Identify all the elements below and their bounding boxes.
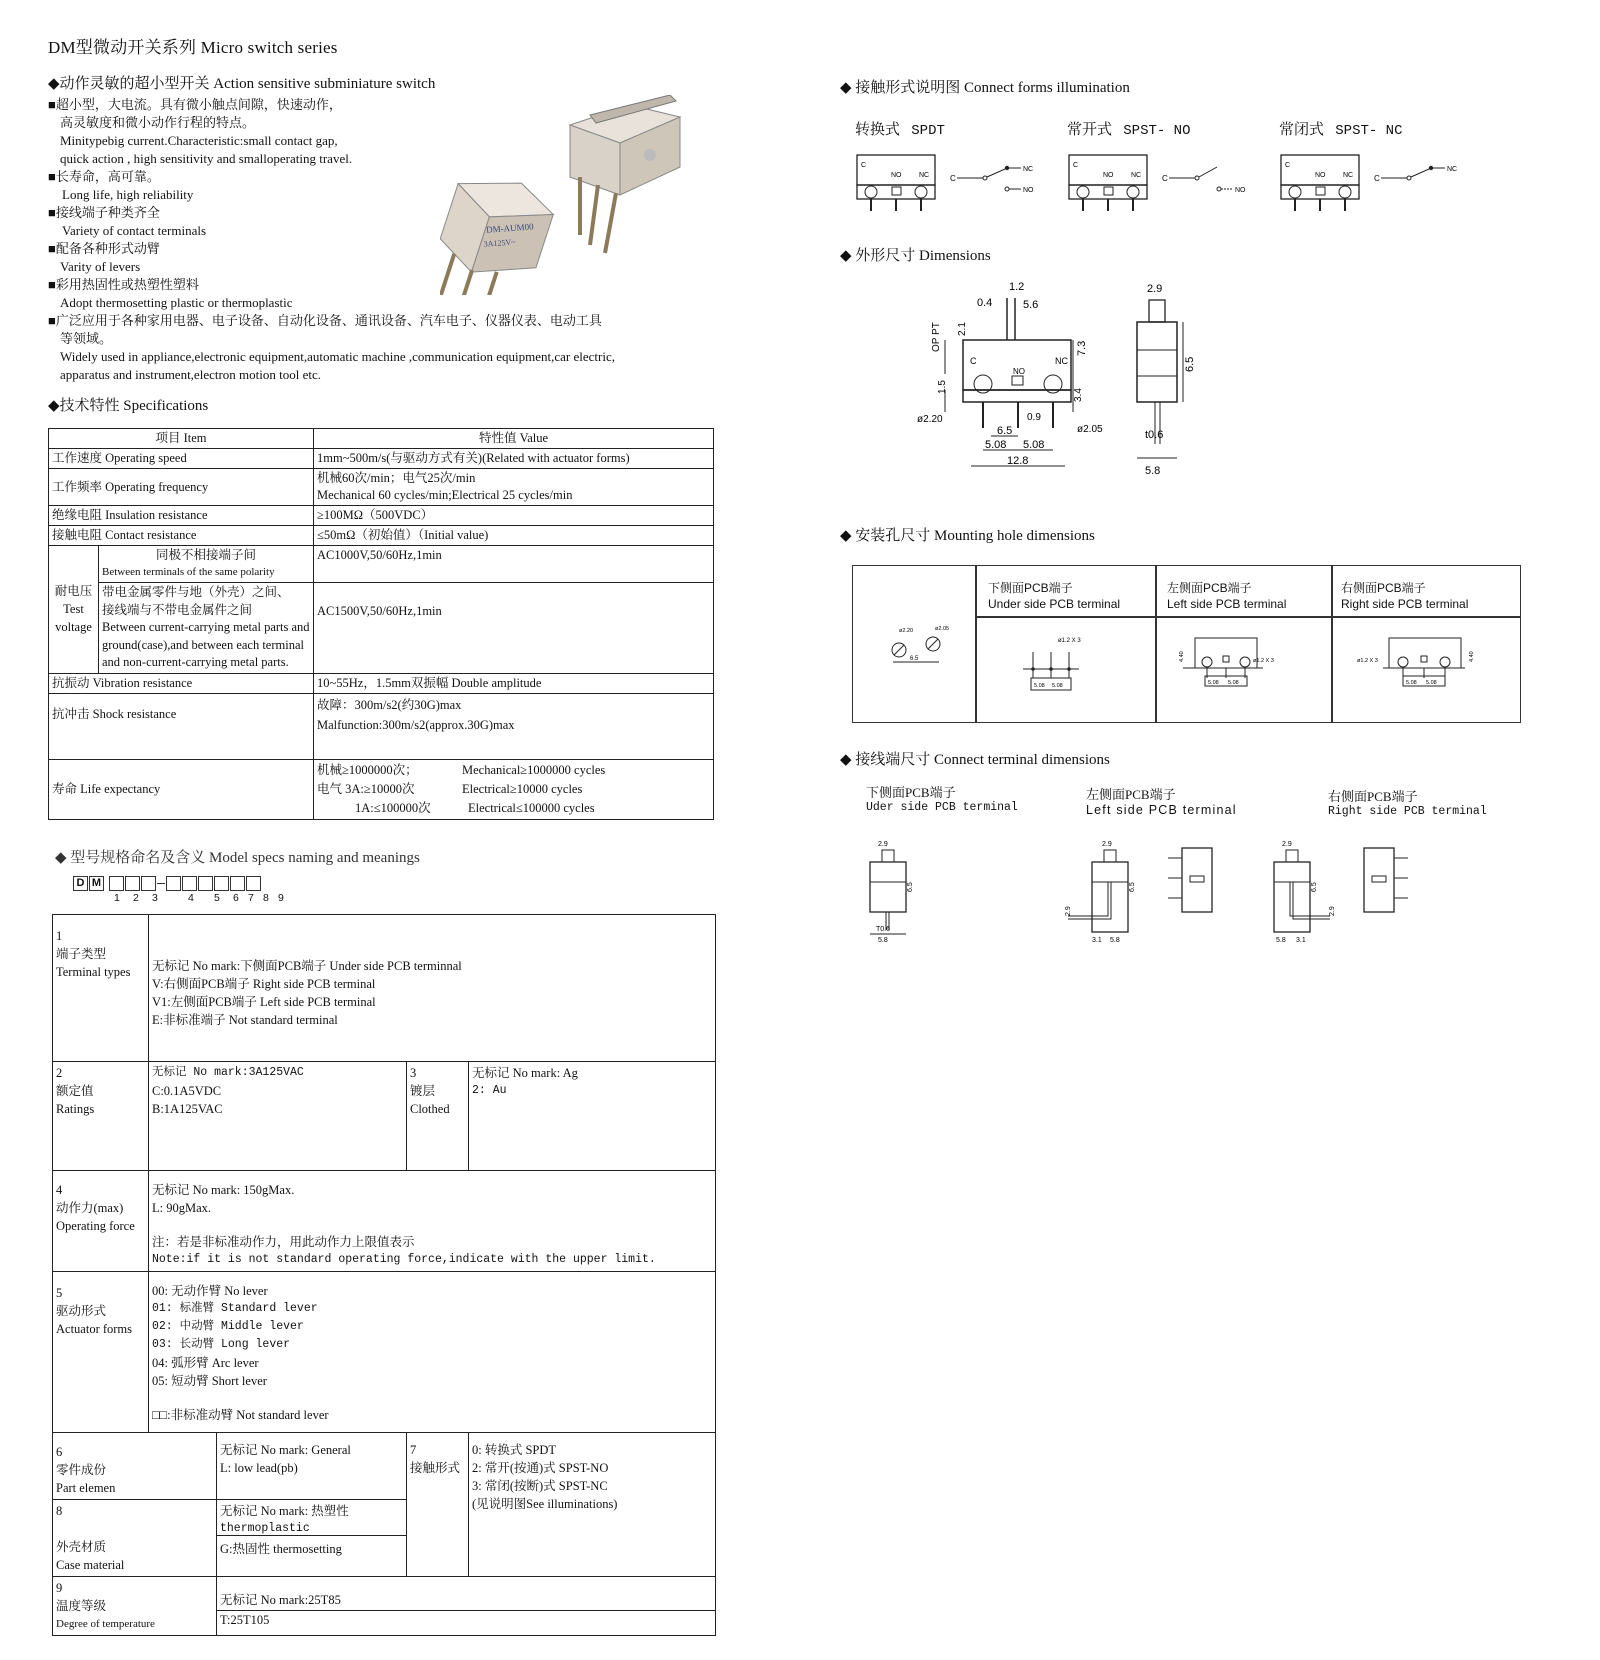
table-row — [53, 1171, 716, 1272]
dim-value: 7.3 — [1076, 340, 1088, 356]
row-label-zh: 额定值 — [56, 1084, 94, 1098]
mount-label: ø2.20 — [899, 628, 914, 634]
series-title: DM型微动开关系列 Micro switch series — [48, 38, 338, 57]
spst-no-diagram — [1069, 155, 1246, 211]
row-value: 无标记 No mark: 150gMax. — [152, 1183, 295, 1197]
row-value: L: 90gMax. — [152, 1201, 212, 1215]
dim-side-label: OP PT — [931, 322, 942, 352]
spec-subitem: 接线端与不带电金属件之间 — [102, 602, 253, 617]
test-voltage-en: Test — [63, 602, 84, 617]
spec-value: 机械60次/min；电气25次/min — [317, 471, 476, 485]
spec-item: 工作频率 Operating frequency — [49, 469, 314, 506]
row-label-zh: 温度等级 — [56, 1599, 107, 1613]
spec-value: AC1500V,50/60Hz,1min — [314, 583, 714, 674]
row-value: 03: 长动臂 Long lever — [152, 1338, 291, 1351]
row-value: 无标记 No mark:下侧面PCB端子 Under side PCB terminnal — [152, 959, 462, 973]
row-value: V:右侧面PCB端子 Right side PCB terminal — [152, 977, 376, 991]
row-number: 2 — [56, 1066, 63, 1080]
terminal-col-left: 左侧面PCB端子 Left side PCB terminal — [1086, 787, 1237, 817]
sch-no: NO — [1235, 187, 1246, 194]
spec-value: ≤50mΩ（初始值）（Initial value) — [314, 526, 714, 546]
terminal-col-right: 右侧面PCB端子 Right side PCB terminal — [1328, 789, 1487, 818]
code-number: 3 — [152, 892, 158, 904]
mount-label: ø1.2 X 3 — [1357, 658, 1378, 664]
spec-item: 抗冲击 Shock resistance — [49, 693, 314, 759]
connect-forms — [855, 118, 1495, 222]
life-e2-en: Electrical≤100000 cycles — [468, 800, 595, 815]
mount-label: 5.08 — [1052, 683, 1063, 689]
sch-nc: NC — [1447, 166, 1458, 173]
feature-en: apparatus and instrument,electron motion tool etc. — [60, 367, 322, 382]
form-title-spdt: 转换式 SPDT — [855, 122, 945, 139]
table-row — [53, 1272, 716, 1433]
feature-en: Varity of levers — [60, 259, 141, 274]
test-voltage-en: voltage — [55, 620, 92, 635]
table-row — [49, 506, 714, 526]
feature-zh: 高灵敏度和微小动作行程的特点。 — [60, 115, 256, 130]
terminal-figures — [860, 838, 1500, 948]
pin-nc: NC — [1131, 172, 1142, 179]
row-number: 5 — [56, 1286, 63, 1300]
row-number: 6 — [56, 1445, 63, 1459]
spec-item: 寿命 Life expectancy — [49, 759, 314, 819]
dim-value: 5.6 — [1023, 299, 1039, 311]
pin-no: NO — [1315, 172, 1326, 179]
mounting-heading: ◆ 安装孔尺寸 Mounting hole dimensions — [840, 528, 1095, 544]
term-label: 6.5 — [907, 882, 914, 892]
pin-c: C — [861, 162, 867, 169]
code-number: 7 — [248, 892, 254, 904]
code-box — [182, 876, 197, 891]
spec-value: 1mm~500m/s(与驱动方式有关)(Related with actuator forms) — [314, 449, 714, 469]
table-row — [49, 673, 714, 693]
spec-value: 10~55Hz，1.5mm双振幅 Double amplitude — [314, 673, 714, 693]
row-label-zh: 驱动形式 — [56, 1304, 107, 1318]
mounting-col-right: 右侧面PCB端子 Right side PCB terminal — [1341, 581, 1469, 611]
dim-value: 5.08 — [1023, 439, 1045, 451]
mount-label: 5.08 — [1426, 680, 1437, 686]
mounting-col-left: 左侧面PCB端子 Left side PCB terminal — [1167, 581, 1287, 611]
connect-forms-diagram — [855, 147, 1495, 217]
row-value: 无标记 No mark: Ag — [472, 1066, 578, 1080]
term-label: 2.9 — [878, 841, 888, 848]
feature-zh: ■长寿命，高可靠。 — [48, 169, 160, 184]
row-value: 无标记 No mark: 热塑性 — [220, 1504, 349, 1518]
dim-value: 2.1 — [957, 322, 968, 336]
table-row — [49, 546, 714, 583]
feature-zh: ■彩用热固性或热塑性塑料 — [48, 277, 199, 292]
life-e1-en: Electrical≥10000 cycles — [462, 781, 583, 796]
spec-item: 工作速度 Operating speed — [49, 449, 314, 469]
dim-value: 0.9 — [1027, 412, 1041, 423]
mount-label: 6.5 — [910, 656, 919, 662]
row-label-zh: 零件成份 — [56, 1463, 107, 1477]
sch-c: C — [1374, 174, 1380, 183]
terminal-left-figure — [1065, 841, 1212, 944]
dim-value: 12.8 — [1007, 455, 1029, 467]
dimensions-heading: ◆ 外形尺寸 Dimensions — [840, 248, 991, 264]
features-heading: ◆动作灵敏的超小型开关 Action sensitive subminiature switch — [48, 76, 436, 92]
sch-no: NO — [1023, 187, 1034, 194]
term-label: 2.9 — [1102, 841, 1112, 848]
row-value: 2: Au — [472, 1084, 507, 1097]
feature-en: Minitypebig current.Characteristic:small contact gap, — [60, 133, 338, 148]
row-label-zh: 镀层 — [410, 1084, 436, 1098]
row-label-zh: 端子类型 — [56, 947, 107, 961]
spec-item: 绝缘电阻 Insulation resistance — [49, 506, 314, 526]
row-label-en: Actuator forms — [56, 1322, 133, 1336]
feature-zh: 等领域。 — [60, 331, 113, 346]
row-value: T:25T105 — [220, 1613, 270, 1627]
code-box — [141, 876, 156, 891]
mount-label: ø1.2 X 3 — [1058, 638, 1081, 644]
spst-nc-diagram — [1281, 155, 1457, 211]
table-row — [53, 1433, 716, 1500]
spec-value: AC1000V,50/60Hz,1min — [314, 546, 714, 583]
feature-en: Widely used in appliance,electronic equipment,automatic machine ,communication equipment,car electric, — [60, 349, 616, 364]
row-value: 02: 中动臂 Middle lever — [152, 1320, 304, 1333]
dim-value: ø2.05 — [1077, 424, 1103, 435]
row-value: 2: 常开(按通)式 SPST-NO — [472, 1461, 609, 1475]
row-value: 00: 无动作臂 No lever — [152, 1284, 268, 1298]
row-label-en: Degree of temperature — [56, 1618, 155, 1630]
dim-value: 3.4 — [1073, 388, 1084, 402]
mount-label: 4.40 — [1179, 651, 1185, 662]
row-label-en: Terminal types — [56, 965, 131, 979]
spec-item: 抗振动 Vibration resistance — [49, 673, 314, 693]
row-note: Note:if it is not standard operating force,indicate with the upper limit. — [152, 1253, 656, 1266]
form-title-no: 常开式 SPST- NO — [1067, 122, 1191, 139]
life-e1-zh: 电气 3A:≥10000次 — [317, 781, 415, 796]
feature-en: Variety of contact terminals — [62, 223, 207, 238]
code-number: 4 — [188, 892, 194, 904]
pin-c: C — [1073, 162, 1079, 169]
code-box-m: M — [89, 876, 104, 891]
table-row — [49, 693, 714, 759]
code-number: 5 — [214, 892, 220, 904]
row-value: C:0.1A5VDC — [152, 1084, 222, 1098]
model-heading: ◆ 型号规格命名及含义 Model specs naming and meanings — [55, 850, 420, 866]
dimensions-drawing — [915, 278, 1245, 493]
spec-item: 接触电阻 Contact resistance — [49, 526, 314, 546]
end-dim: 5.8 — [1145, 465, 1161, 477]
feature-en: quick action , high sensitivity and smalloperating travel. — [60, 151, 353, 166]
term-label: 5.8 — [878, 937, 888, 944]
row-value: 无标记 No mark:3A125VAC — [152, 1066, 304, 1079]
product-photo — [440, 95, 690, 295]
row-number: 3 — [410, 1066, 417, 1080]
term-label: 5.8 — [1110, 937, 1120, 944]
code-box — [230, 876, 245, 891]
spdt-diagram — [857, 155, 1034, 211]
code-box — [166, 876, 181, 891]
row-value: L: low lead(pb) — [220, 1461, 298, 1475]
code-box — [246, 876, 261, 891]
row-label-en: Ratings — [56, 1102, 95, 1116]
row-value: 0: 转换式 SPDT — [472, 1443, 557, 1457]
mount-label: ø2.05 — [935, 626, 950, 632]
mount-label: ø1.2 X 3 — [1253, 658, 1274, 664]
terminal-right-figure — [1274, 841, 1408, 944]
code-number: 2 — [133, 892, 139, 904]
table-row — [49, 429, 714, 449]
row-value: B:1A125VAC — [152, 1102, 223, 1116]
switch-right-illustration — [570, 95, 680, 253]
pin-no: NO — [1103, 172, 1114, 179]
code-box — [109, 876, 124, 891]
row-label-en: Operating force — [56, 1219, 135, 1233]
sch-c: C — [1162, 174, 1168, 183]
row-number: 8 — [56, 1504, 63, 1518]
feature-zh: ■超小型，大电流。具有微小触点间隙，快速动作， — [48, 97, 342, 112]
row-value: G:热固性 thermosetting — [220, 1542, 342, 1556]
end-dim: 2.9 — [1147, 283, 1163, 295]
pin-c: C — [1285, 162, 1291, 169]
photo-label-2: 3A125V~ — [483, 237, 516, 249]
mount-label: 5.08 — [1208, 680, 1219, 686]
row-number: 9 — [56, 1581, 63, 1595]
term-label: 2.9 — [1065, 906, 1072, 916]
terminal-col-under: 下侧面PCB端子 Uder side PCB terminal — [866, 785, 1018, 814]
term-label: 5.8 — [1276, 937, 1286, 944]
row-label-en: Case material — [56, 1558, 125, 1572]
term-label: 3.1 — [1296, 937, 1306, 944]
svg-text:C: C — [970, 356, 977, 366]
end-view — [1137, 283, 1196, 477]
row-label-zh: 动作力(max) — [56, 1201, 124, 1215]
dim-value: 6.5 — [997, 425, 1013, 437]
pin-nc: NC — [919, 172, 930, 179]
model-code — [73, 876, 293, 904]
row-label-zh: 接触形式 — [410, 1461, 461, 1475]
row-value: 无标记 No mark:25T85 — [217, 1577, 715, 1611]
table-row — [49, 583, 714, 674]
row-label-zh: 外壳材质 — [56, 1540, 107, 1554]
row-number: 4 — [56, 1183, 63, 1197]
row-value: (见说明图See illuminations) — [472, 1497, 618, 1511]
term-label: 2.9 — [1329, 906, 1336, 916]
term-label: 3.1 — [1092, 937, 1102, 944]
dim-value: ø2.20 — [917, 414, 943, 425]
feature-zh: ■配备各种形式动臂 — [48, 241, 160, 256]
code-box-d: D — [73, 876, 88, 891]
spec-value: Mechanical 60 cycles/min;Electrical 25 cycles/min — [317, 488, 573, 502]
row-number: 7 — [410, 1443, 417, 1457]
term-label: 2.9 — [1282, 841, 1292, 848]
dim-value: 0.4 — [977, 297, 993, 309]
feature-en: Adopt thermosetting plastic or thermoplastic — [60, 295, 293, 310]
sch-c: C — [950, 174, 956, 183]
test-voltage-zh: 耐电压 — [54, 584, 93, 599]
code-number: 1 — [114, 892, 120, 904]
feature-zh: ■接线端子种类齐全 — [48, 205, 160, 220]
feature-en: Long life, high reliability — [62, 187, 194, 202]
table-row — [53, 1577, 716, 1636]
row-value: 05: 短动臂 Short lever — [152, 1374, 267, 1388]
code-dash — [157, 876, 165, 884]
table-row — [49, 759, 714, 819]
row-value: thermoplastic — [220, 1522, 310, 1535]
life-m-en: Mechanical≥1000000 cycles — [462, 762, 606, 777]
table-row — [53, 915, 716, 1062]
photo-label-1: DM-AUM00 — [485, 221, 534, 235]
mount-label: 5.08 — [1228, 680, 1239, 686]
row-value: V1:左侧面PCB端子 Left side PCB terminal — [152, 995, 376, 1009]
row-value: E:非标准端子 Not standard terminal — [152, 1013, 338, 1027]
row-value: □□:非标准动臂 Not standard lever — [152, 1408, 329, 1422]
table-row — [49, 469, 714, 506]
row-value: 无标记 No mark: General — [220, 1443, 351, 1457]
row-number: 1 — [56, 929, 63, 943]
life-m-zh: 机械≥1000000次； — [317, 762, 418, 777]
spec-value: ≥100MΩ（500VDC） — [314, 506, 714, 526]
table-row — [49, 449, 714, 469]
code-box — [125, 876, 140, 891]
code-number: 9 — [278, 892, 284, 904]
row-label-en: Part elemen — [56, 1481, 116, 1495]
spec-subitem: 带电金属零件与地（外壳）之间、 — [102, 585, 290, 599]
dim-value: 1.2 — [1009, 281, 1025, 293]
dim-value: 5.08 — [985, 439, 1007, 451]
spec-subitem: Between current-carrying metal parts and ground(case),and between each terminal and non-current-carrying metal parts. — [102, 620, 310, 669]
spec-value: 故障：300m/s2(约30G)max — [317, 697, 462, 712]
spec-subitem: 同极不相接端子间 — [155, 548, 256, 562]
code-box — [214, 876, 229, 891]
sch-nc: NC — [1023, 166, 1034, 173]
row-note: 注：若是非标准动作力，用此动作力上限值表示 — [152, 1235, 415, 1249]
dim-value: 1.5 — [937, 380, 948, 394]
mounting-figures — [853, 566, 1520, 722]
row-value: 01: 标准臂 Standard lever — [152, 1302, 318, 1315]
feature-zh: ■广泛应用于各种家用电器、电子设备、自动化设备、通讯设备、汽车电子、仪器仪表、电动工具 — [48, 313, 602, 328]
term-label: 6.5 — [1311, 882, 1318, 892]
term-label: T0.6 — [876, 926, 891, 933]
mount-label: 4.40 — [1469, 651, 1475, 662]
pin-nc: NC — [1343, 172, 1354, 179]
header-value: 特性值 Value — [314, 429, 714, 449]
end-dim: t0.6 — [1145, 429, 1164, 441]
spec-subitem: Between terminals of the same polarity — [102, 566, 275, 578]
row-label-en: Clothed — [410, 1102, 450, 1116]
terminal-under-figure — [870, 841, 914, 944]
mounting-table — [852, 565, 1521, 723]
form-title-nc: 常闭式 SPST- NC — [1279, 122, 1403, 139]
row-value: 3: 常闭(按断)式 SPST-NC — [472, 1479, 608, 1493]
mounting-col-under: 下侧面PCB端子 Under side PCB terminal — [988, 581, 1121, 611]
end-dim: 6.5 — [1184, 356, 1196, 372]
term-label: 6.5 — [1129, 882, 1136, 892]
row-value: 04: 弧形臂 Arc lever — [152, 1356, 259, 1370]
table-row — [49, 526, 714, 546]
pin-no: NO — [891, 172, 902, 179]
code-number: 6 — [233, 892, 239, 904]
specs-heading: ◆技术特性 Specifications — [48, 398, 209, 414]
spec-value: Malfunction:300m/s2(approx.30G)max — [317, 717, 515, 732]
mount-label: 5.08 — [1406, 680, 1417, 686]
header-item: 项目 Item — [49, 429, 314, 449]
life-e2-zh: 1A:≤100000次 — [355, 800, 431, 815]
switch-left-illustration — [440, 165, 559, 295]
specs-table — [48, 428, 714, 820]
connect-forms-heading: ◆ 接触形式说明图 Connect forms illumination — [840, 80, 1130, 96]
code-number: 8 — [263, 892, 269, 904]
code-box — [198, 876, 213, 891]
svg-text:NO: NO — [1013, 367, 1025, 376]
svg-text:NC: NC — [1055, 356, 1068, 366]
table-row — [53, 1062, 716, 1171]
mount-label: 5.08 — [1034, 683, 1045, 689]
model-table — [52, 914, 716, 1636]
terminals-heading: ◆ 接线端尺寸 Connect terminal dimensions — [840, 752, 1110, 768]
